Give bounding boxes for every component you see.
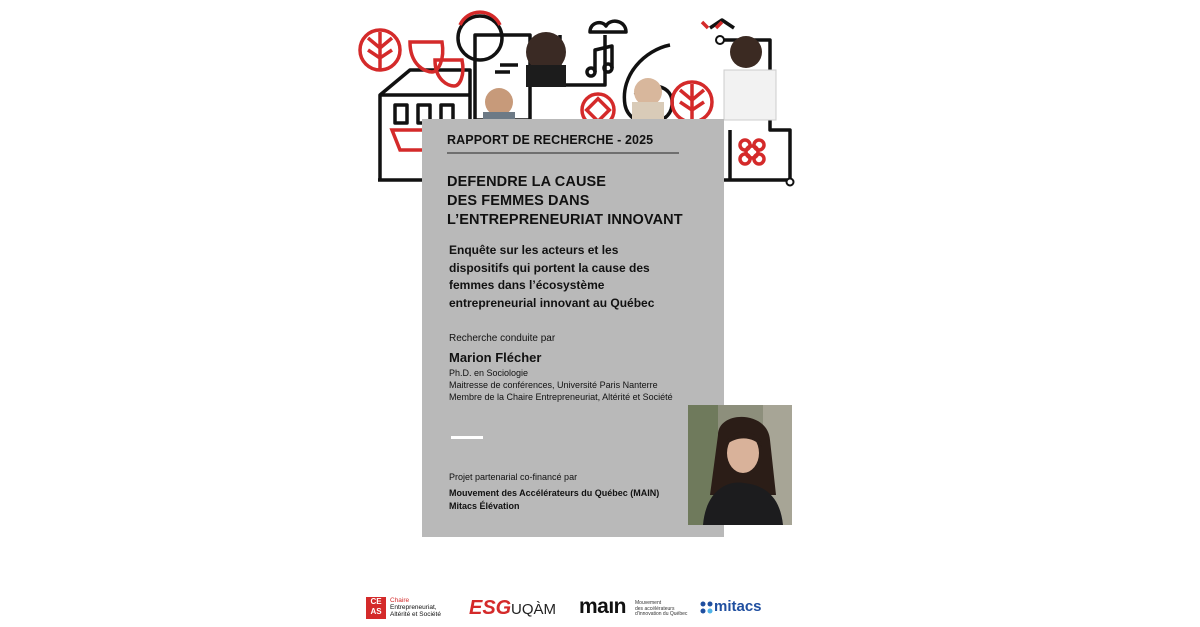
ceas-text: Entrepreneuriat, (390, 604, 437, 611)
title-line: DES FEMMES DANS (447, 193, 590, 209)
report-title (447, 173, 717, 230)
author-photo (688, 405, 792, 525)
subtitle-line: entrepreneurial innovant au Québec (449, 295, 655, 310)
uqam-wordmark: UQÀM (511, 601, 556, 618)
main-tagline-line: des accélérateurs (635, 605, 675, 612)
author-credential: Maitresse de conférences, Université Paris Nanterre (449, 380, 658, 390)
subtitle-line: femmes dans l’écosystème (449, 278, 605, 292)
author-credential: Membre de la Chaire Entrepreneuriat, Altérité et Société (449, 392, 673, 402)
research-label: Recherche conduite par (449, 333, 556, 344)
ceas-text: Chaire (390, 597, 410, 604)
main-tagline-line: Mouvement (635, 600, 662, 606)
funding-partner: Mouvement des Accélérateurs du Québec (MAIN) (449, 488, 660, 498)
esg-wordmark: ESG (469, 597, 512, 619)
author-credential: Ph.D. en Sociologie (449, 368, 529, 378)
esg-uqam-logo (469, 595, 559, 623)
main-wordmark: maın (579, 595, 627, 618)
report-subtitle (449, 242, 699, 312)
kicker-divider (447, 152, 679, 154)
report-kicker: RAPPORT DE RECHERCHE - 2025 (447, 133, 654, 147)
subtitle-line: Enquête sur les acteurs et les (449, 243, 619, 257)
subtitle-line: dispositifs qui portent la cause des (449, 260, 650, 275)
main-logo (579, 595, 689, 623)
title-line: DEFENDRE LA CAUSE (447, 174, 607, 190)
mitacs-wordmark: mitacs (714, 598, 762, 615)
funding-partner: Mitacs Élévation (449, 501, 520, 511)
main-tagline-line: d'innovation du Québec (635, 611, 688, 617)
funding-label: Projet partenarial co-financé par (449, 472, 578, 482)
title-line: L’ENTREPRENEURIAT INNOVANT (447, 212, 683, 228)
ceas-text: Altérité et Société (390, 611, 441, 618)
author-name: Marion Flécher (449, 350, 542, 365)
main-tagline (635, 601, 705, 618)
mitacs-logo (700, 595, 780, 623)
section-divider (451, 436, 483, 439)
mitacs-mark-icon (700, 601, 713, 614)
ceas-mark: CE AS (366, 597, 386, 619)
ceas-logo (366, 595, 456, 623)
